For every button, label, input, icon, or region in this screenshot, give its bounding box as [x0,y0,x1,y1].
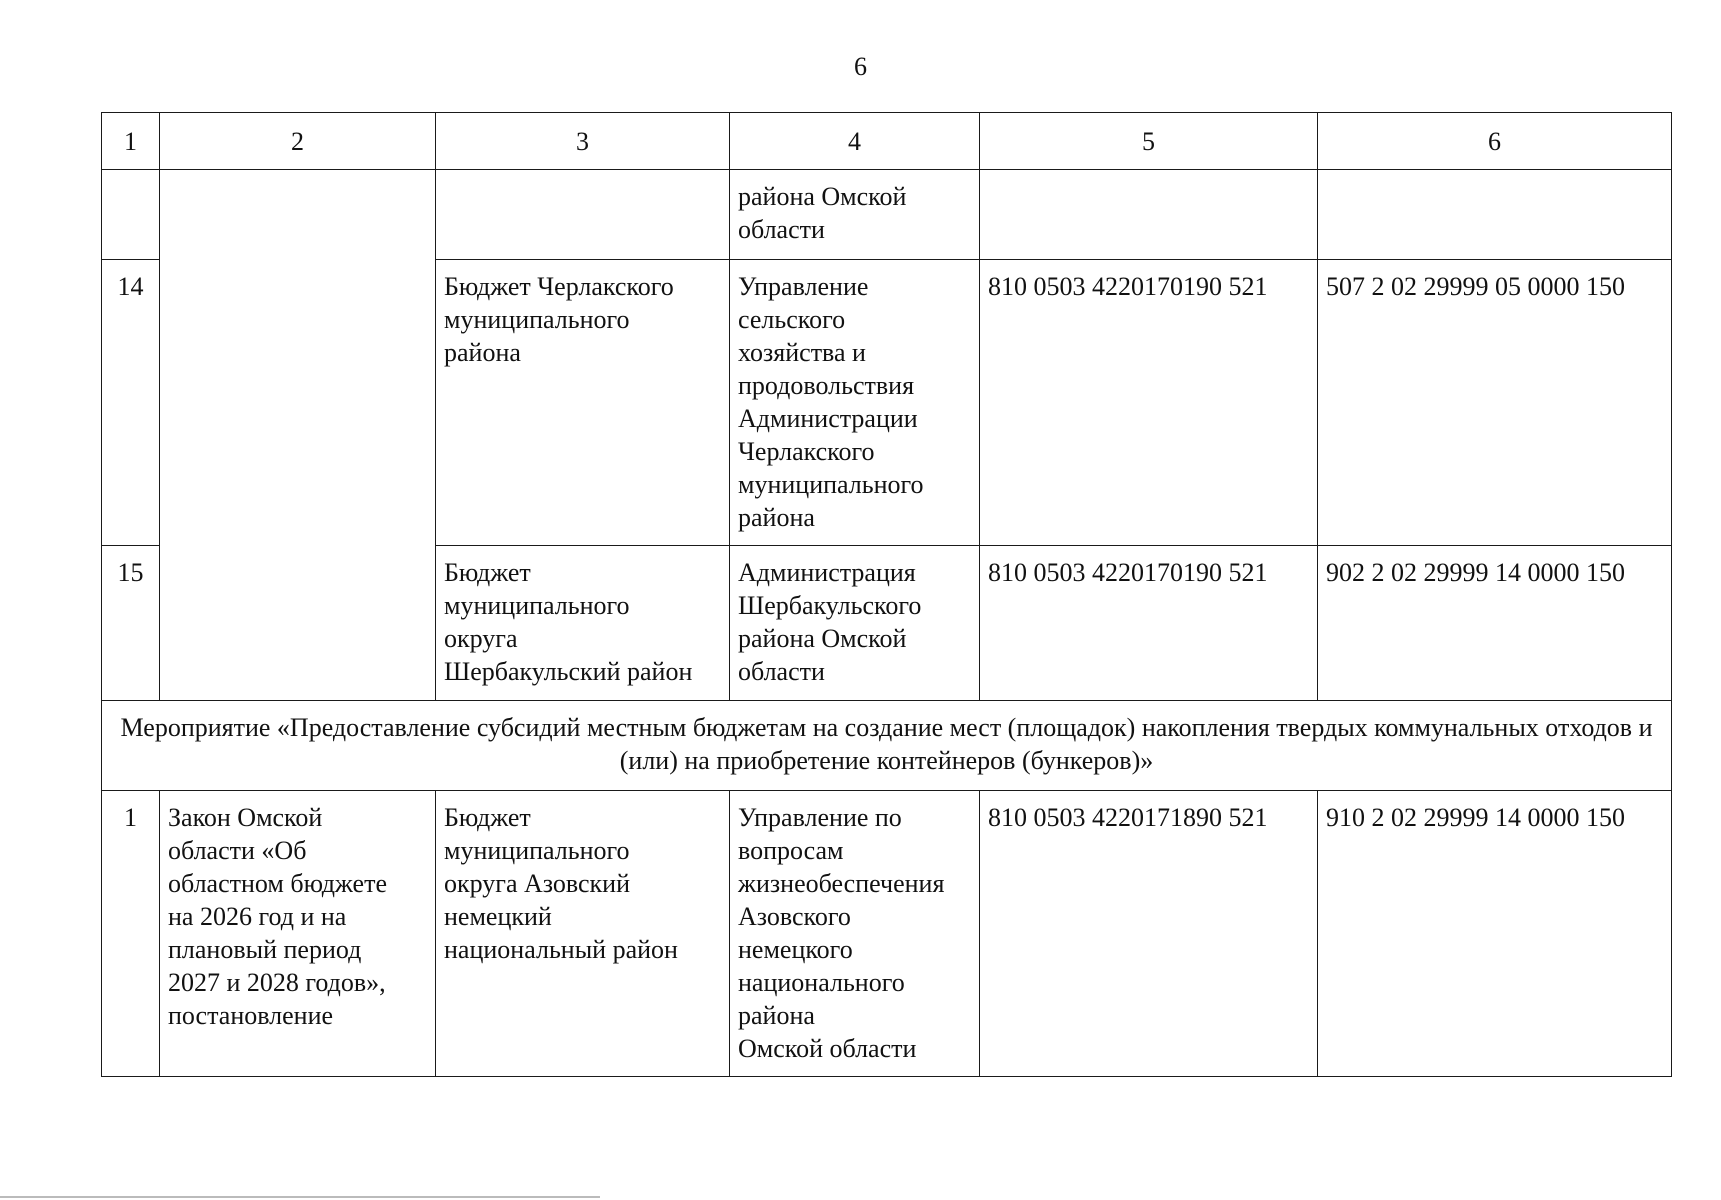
code-cell [1318,170,1672,260]
administrator-cell: Управление сельского хозяйства и продовольствия Администрации Черлакского муниципального района [730,260,980,546]
code-cell: 810 0503 4220171890 521 [980,791,1318,1077]
table-header-row [102,113,1672,170]
budget-cell: Бюджет муниципального округа Азовский немецкий национальный район [436,791,730,1077]
code-cell: 902 2 02 29999 14 0000 150 [1318,546,1672,701]
budget-cell [436,170,730,260]
code-cell [980,170,1318,260]
code-cell: 810 0503 4220170190 521 [980,260,1318,546]
event-title: Мероприятие «Предоставление субсидий местным бюджетам на создание мест (площадок) накопления твердых коммунальных отходов и (или) на приобретение контейнеров (бункеров)» [102,701,1672,791]
table-row [102,791,1672,1077]
header-cell: 4 [730,113,980,170]
row-number [102,170,160,260]
scan-artifact-line [0,1196,600,1198]
row-number: 14 [102,260,160,546]
administrator-cell: Администрация Шербакульского района Омской области [730,546,980,701]
legal-basis-cell: Закон Омской области «Об областном бюджете на 2026 год и на плановый период 2027 и 2028 годов», постановление [160,791,436,1077]
header-cell: 6 [1318,113,1672,170]
budget-table [101,112,1672,1077]
row-number: 15 [102,546,160,701]
header-cell: 1 [102,113,160,170]
budget-cell: Бюджет Черлакского муниципального района [436,260,730,546]
table-row [102,170,1672,260]
page-number: 6 [854,52,867,81]
merged-cell-col2 [160,170,436,701]
code-cell: 910 2 02 29999 14 0000 150 [1318,791,1672,1077]
header-cell: 2 [160,113,436,170]
code-cell: 810 0503 4220170190 521 [980,546,1318,701]
code-cell: 507 2 02 29999 05 0000 150 [1318,260,1672,546]
administrator-cell: Управление по вопросам жизнеобеспечения Азовского немецкого национального района Омской области [730,791,980,1077]
header-cell: 3 [436,113,730,170]
row-number: 1 [102,791,160,1077]
event-title-row [102,701,1672,791]
administrator-cell: района Омской области [730,170,980,260]
budget-cell: Бюджет муниципального округа Шербакульский район [436,546,730,701]
header-cell: 5 [980,113,1318,170]
